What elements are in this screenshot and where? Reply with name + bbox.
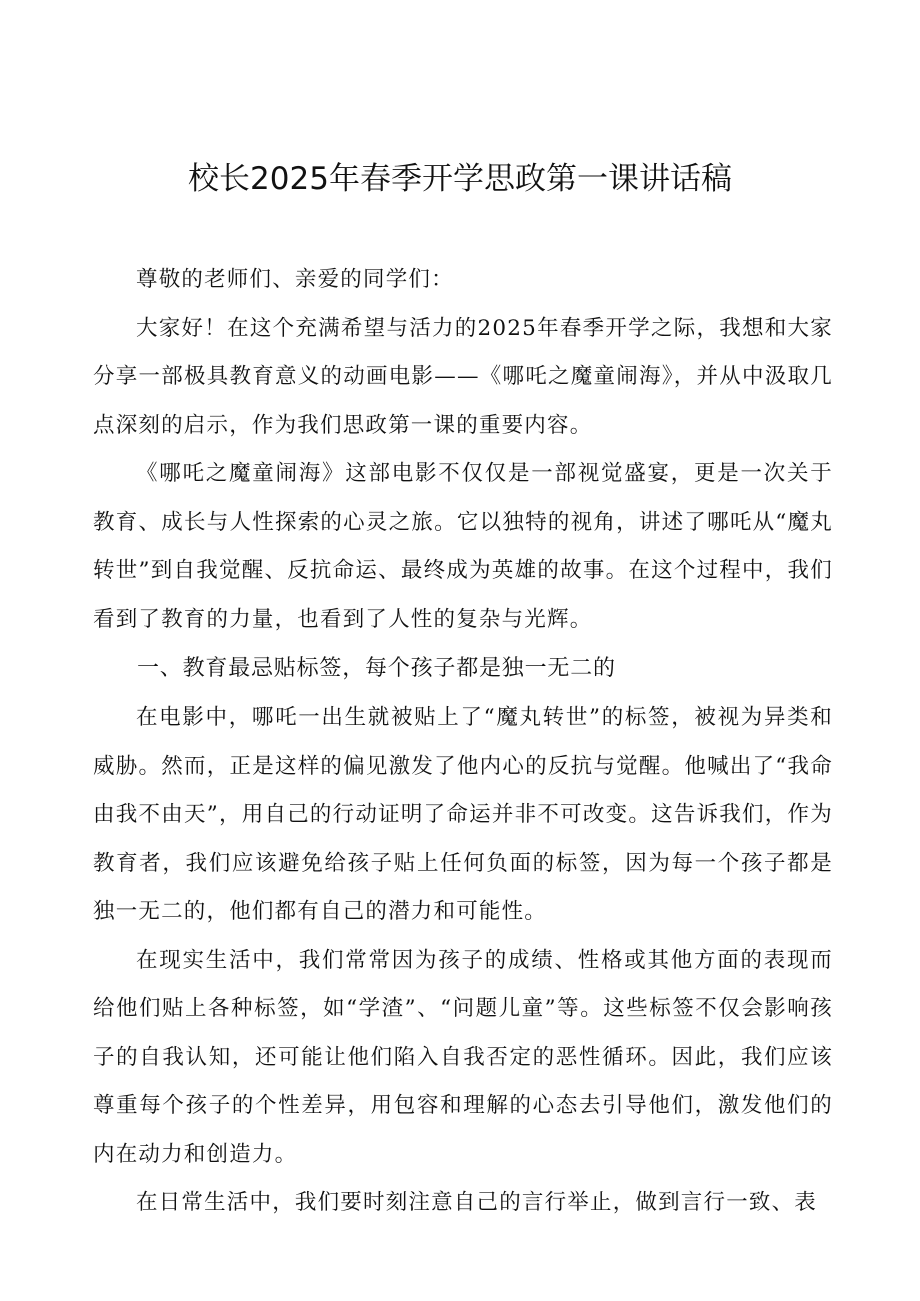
paragraph-intro: 大家好！在这个充满希望与活力的2025年春季开学之际，我想和大家分享一部极具教育意义的动画电影——《哪吒之魔童闹海》，并从中汲取几点深刻的启示，作为我们思政第一课的重要内容。 (93, 315, 833, 438)
document-body (93, 256, 833, 1228)
section-paragraph-labels: 在电影中，哪吒一出生就被贴上了“魔丸转世”的标签，被视为异类和威胁。然而，正是这样的偏见激发了他内心的反抗与觉醒。他喊出了“我命由我不由天”，用自己的行动证明了命运并非不可改变。这告诉我们，作为教育者，我们应该避免给孩子贴上任何负面的标签，因为每一个孩子都是独一无二的，他们都有自己的潜力和可能性。 (93, 705, 833, 924)
document-title: 校长2025年春季开学思政第一课讲话稿 (188, 161, 732, 197)
section-paragraph-daily-life: 在日常生活中，我们要时刻注意自己的言行举止，做到言行一致、表 (136, 1190, 818, 1215)
section-heading: 一、教育最忌贴标签，每个孩子都是独一无二的 (137, 656, 616, 681)
paragraph-film-summary: 《哪吒之魔童闹海》这部电影不仅仅是一部视觉盛宴，更是一次关于教育、成长与人性探索的心灵之旅。它以独特的视角，讲述了哪吒从“魔丸转世”到自我觉醒、反抗命运、最终成为英雄的故事。在这个过程中，我们看到了教育的力量，也看到了人性的复杂与光辉。 (93, 461, 833, 632)
section-paragraph-reality: 在现实生活中，我们常常因为孩子的成绩、性格或其他方面的表现而给他们贴上各种标签，如“学渣”、“问题儿童”等。这些标签不仅会影响孩子的自我认知，还可能让他们陷入自我否定的恶性循环。因此，我们应该尊重每个孩子的个性差异，用包容和理解的心态去引导他们，激发他们的内在动力和创造力。 (93, 947, 833, 1167)
greeting: 尊敬的老师们、亲爱的同学们： (136, 267, 454, 292)
